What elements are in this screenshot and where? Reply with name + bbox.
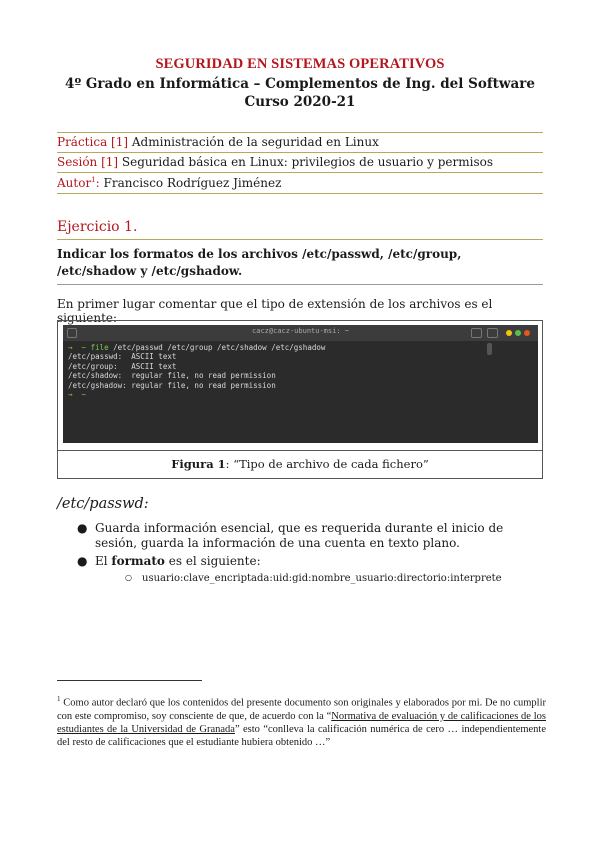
maximize-dot-icon: [515, 330, 521, 336]
intro-paragraph: En primer lugar comentar que el tipo de extensión de los archivos es el siguiente:: [57, 297, 493, 325]
output-line: /etc/shadow: regular file, no read permission: [68, 371, 276, 381]
terminal-output: → ~ file /etc/passwd /etc/group /etc/shadow /etc/gshadow /etc/passwd: ASCII text /etc/group: ASCII text /etc/shadow: regular file, no read permission /etc/gshadow: regular file, no read permission → ~: [68, 343, 326, 400]
figure-1: [57, 320, 543, 479]
autor-row: [57, 174, 543, 194]
list-item: ● Guarda información esencial, que es requerida durante el inicio de sesión, guarda la información de una cuenta en texto plano.: [77, 521, 504, 550]
autor-value: Francisco Rodríguez Jiménez: [103, 176, 282, 190]
terminal-screenshot: [63, 325, 538, 443]
practica-row: [57, 132, 543, 153]
circle-bullet-icon: ○: [125, 573, 132, 582]
terminal-titlebar: [63, 325, 538, 341]
document-header: [0, 56, 600, 110]
figure-caption: Figura 1: “Tipo de archivo de cada fichero”: [58, 450, 542, 471]
degree-subtitle: 4º Grado en Informática – Complementos de Ing. del Software: [65, 76, 535, 92]
bullet-icon: ●: [77, 554, 88, 568]
practica-value: Administración de la seguridad en Linux: [131, 135, 379, 149]
menu-icon: [487, 328, 498, 338]
footnote: $^1$ Como autor declaró que los contenidos del presente documento son originales y elaborados por mi. De no cumplir con este compromiso, soy consciente de que, de acuerdo con la “Normativa de evaluación y de calificaciones de los estudiantes de la Universidad de Granada” esto “conlleva la calificación numérica de cero … independientemente del resto de calificaciones que el estudiante hubiera obtenido …”: [57, 695, 547, 749]
list-item: ● El formato es el siguiente:: [77, 554, 261, 568]
academic-year: Curso 2020-21: [244, 94, 356, 110]
footnote-ref[interactable]: 1: [91, 176, 96, 184]
bullet-list: [57, 521, 547, 585]
terminal-scrollbar: [487, 343, 492, 355]
sub-list-item: ○ usuario:clave_encriptada:uid:gid:nombre_usuario:directorio:interprete: [125, 573, 502, 584]
sesion-row: [57, 153, 543, 173]
bullet-icon: ●: [77, 521, 88, 535]
footnote-divider: [57, 680, 202, 681]
exercise-title: Ejercicio 1.: [57, 219, 543, 240]
output-line: /etc/gshadow: regular file, no read permission: [68, 380, 276, 390]
section-title: /etc/passwd:: [57, 496, 149, 512]
course-title: SEGURIDAD EN SISTEMAS OPERATIVOS: [155, 56, 445, 72]
output-line: /etc/passwd: ASCII text: [68, 352, 177, 362]
terminal-title: cacz@cacz-ubuntu-msi: ~: [252, 327, 349, 335]
practica-label: Práctica [1]: [57, 135, 129, 149]
sesion-label: Sesión [1]: [57, 155, 119, 169]
exercise-description: Indicar los formatos de los archivos /etc/passwd, /etc/group, /etc/shadow y /etc/gshadow.: [57, 246, 543, 285]
normativa-link[interactable]: Normativa de evaluación y de calificaciones de los estudiantes de la Universidad de Granada: [57, 710, 546, 736]
minimize-dot-icon: [506, 330, 512, 336]
output-line: /etc/group: ASCII text: [68, 361, 177, 371]
autor-label: Autor$^1$:: [57, 176, 100, 190]
search-icon: [471, 328, 482, 338]
sesion-value: Seguridad básica en Linux: privilegios de usuario y permisos: [121, 155, 493, 169]
close-dot-icon: [524, 330, 530, 336]
